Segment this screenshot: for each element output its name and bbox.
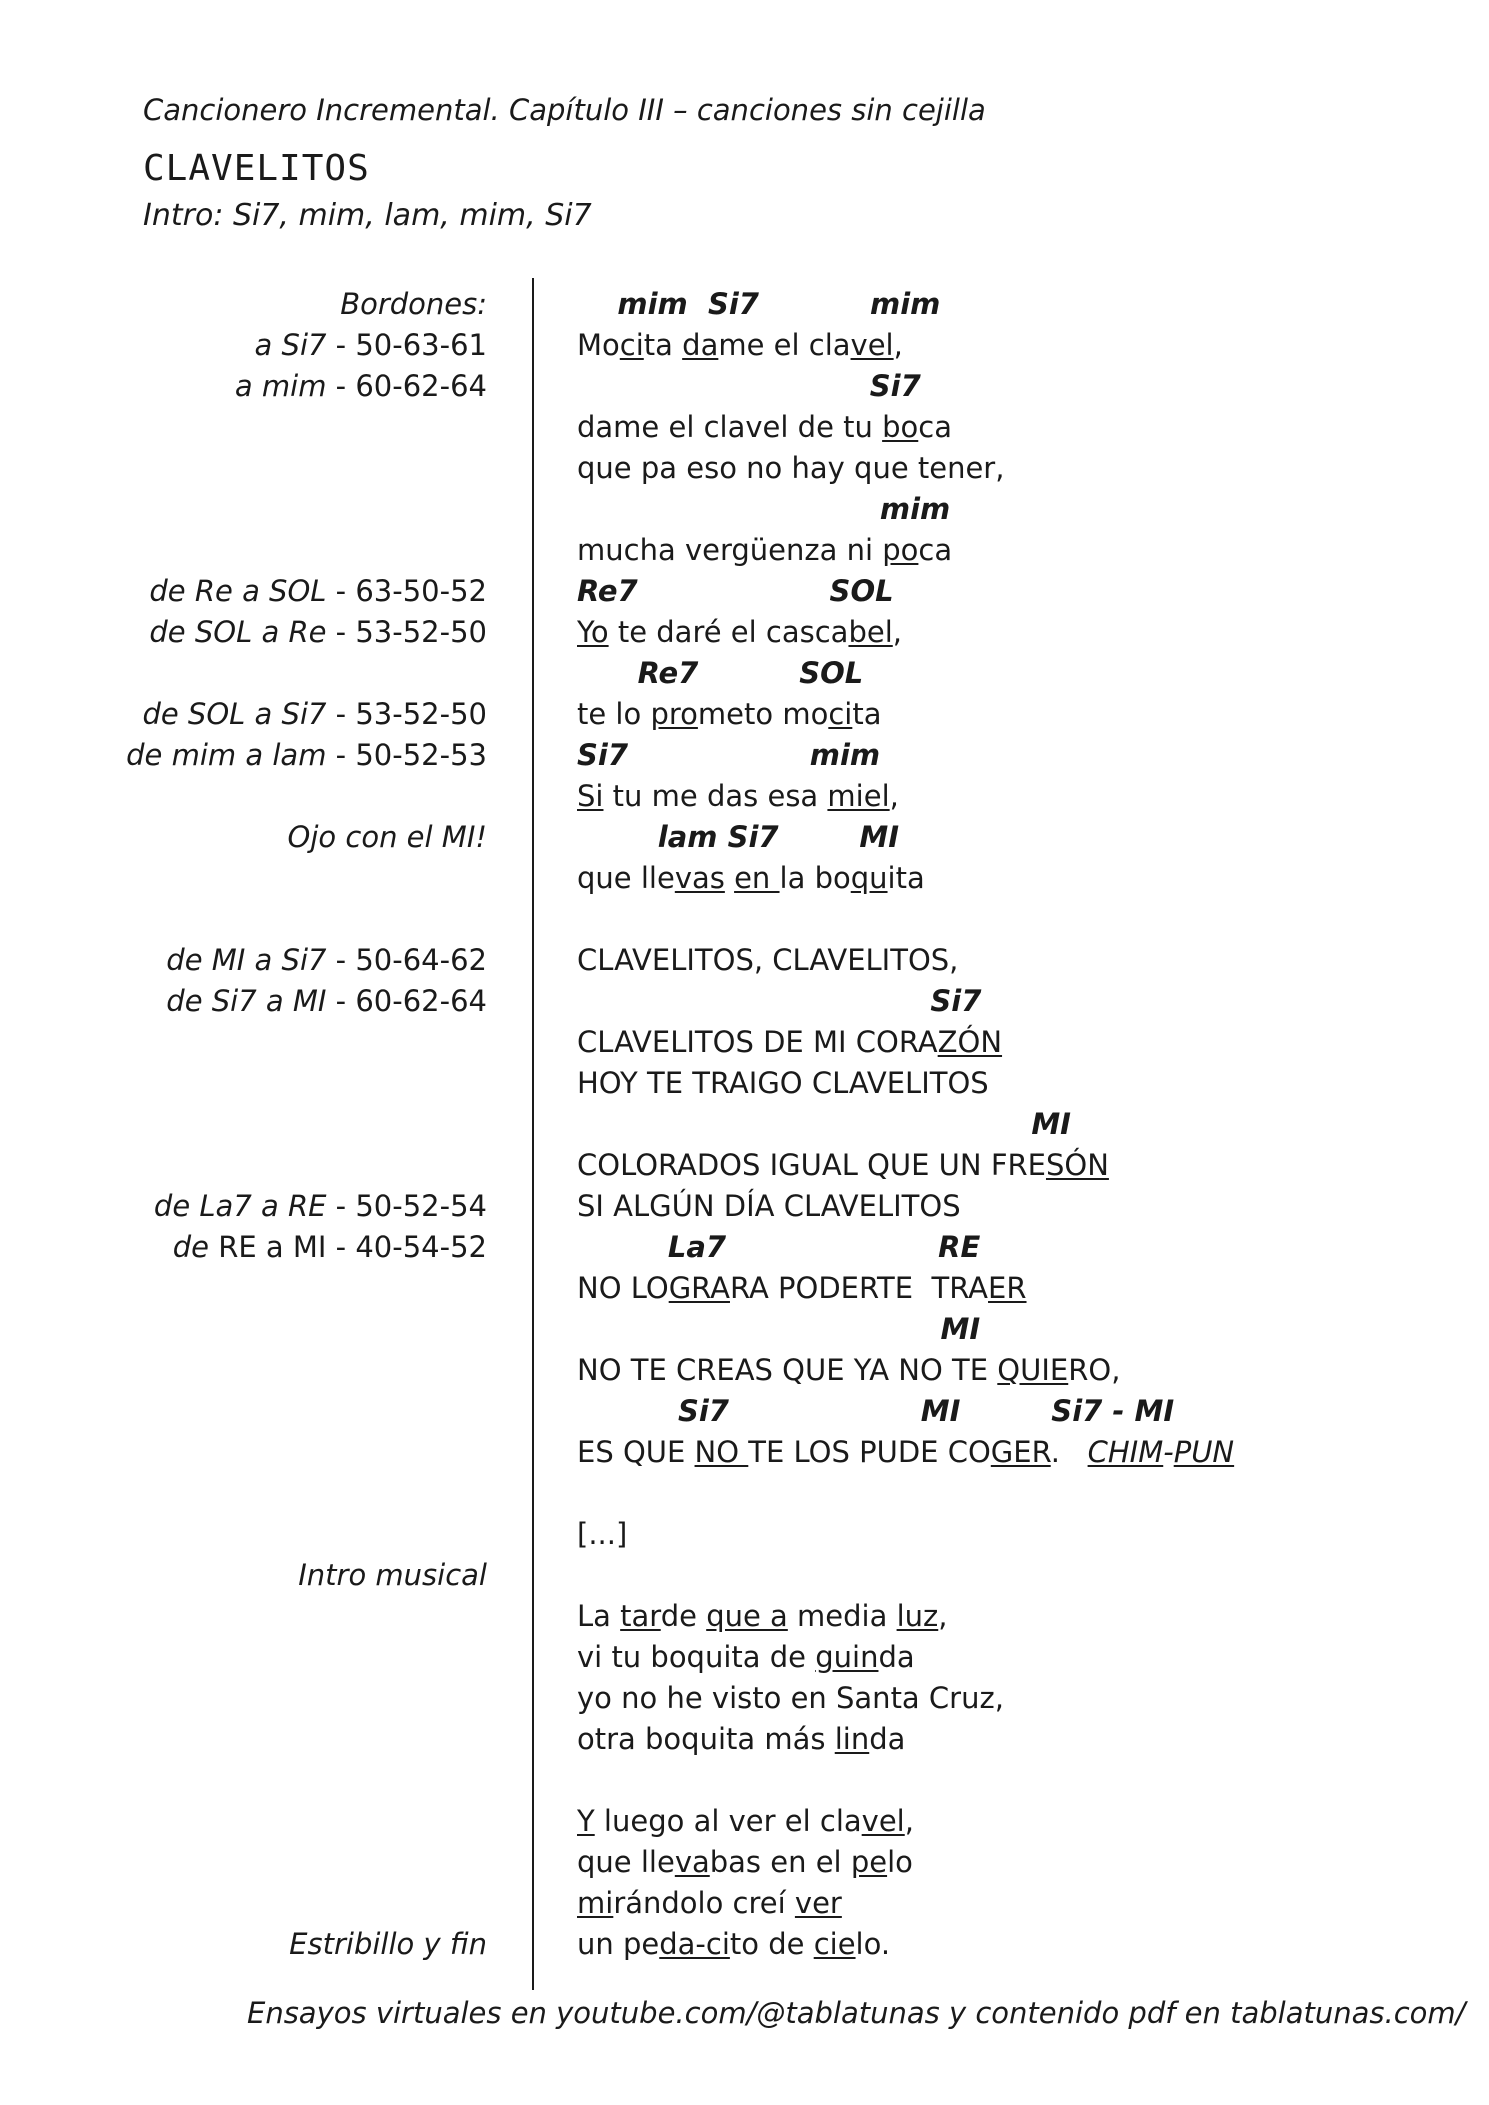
lyric-text: . [1050,1435,1088,1469]
stressed-syllable: GRA [668,1271,730,1305]
lyric-text [725,861,734,895]
stressed-syllable: lin [834,1722,870,1756]
chord-line: mim Si7 mim [577,287,941,321]
lyric-text: dame el clavel de tu [577,410,883,444]
lyric-text: la bo [779,861,851,895]
lyric-text: ca [918,410,952,444]
lyric-line [577,325,903,366]
lyric-text: HOY TE TRAIGO CLAVELITOS [577,1066,989,1100]
bass-note-text: - 60-62-64 [326,984,487,1018]
bass-note-text: RE a MI - 40-54-52 [208,1230,487,1264]
bass-note-text: - 60-62-64 [326,369,487,403]
lyric-line [577,1063,989,1104]
stressed-syllable: ver [794,1886,842,1920]
songbook-header: Cancionero Incremental. Capítulo III – canciones sin cejilla [143,93,986,127]
song-intro: Intro: Si7, mim, lam, mim, Si7 [143,198,592,233]
lyric-text: La [577,1599,621,1633]
lyric-text: que lle [577,1845,675,1879]
bass-note-text: - 53-52-50 [326,697,487,731]
bass-note-line [126,735,487,776]
lyric-text: un pe [577,1927,660,1961]
stressed-syllable: po [882,533,919,567]
lyric-text: RO, [1068,1353,1121,1387]
lyric-text: que pa eso no hay que tener, [577,451,1005,485]
lyric-text: que lle [577,861,675,895]
bass-note-text: - 50-52-53 [326,738,487,772]
chord-line: Si7 [577,369,921,403]
bass-note-line [235,366,487,407]
lyric-line [577,1186,961,1227]
lyric-text: , [904,1804,914,1838]
stressed-syllable: pe [850,1845,888,1879]
stressed-syllable: ZÓN [937,1025,1003,1059]
lyric-line [577,1432,1234,1473]
lyric-text: COLORADOS IGUAL QUE UN FRE [577,1148,1046,1182]
stressed-syllable: vel [850,328,894,362]
lyric-line [577,1883,842,1924]
bass-note-text: - 53-52-50 [326,615,487,649]
stressed-syllable: qu [850,861,888,895]
stressed-syllable: luz [896,1599,939,1633]
bass-note-text: de La7 a RE [153,1189,327,1223]
bass-note-line [298,1555,487,1596]
chord-line: La7 RE [577,1230,981,1264]
lyric-line [577,940,958,981]
lyric-text: , [893,328,903,362]
stressed-syllable: PUN [1173,1435,1235,1469]
stressed-syllable: bel [848,615,893,649]
bass-note-text: - 50-64-62 [326,943,487,977]
chord-line: MI [577,1107,1071,1141]
stressed-syllable: GER [990,1435,1051,1469]
chord-line: lam Si7 MI [577,820,900,854]
stressed-syllable: guin [815,1640,879,1674]
bass-note-line [154,1186,487,1227]
lyric-text: da [869,1722,906,1756]
stressed-syllable: da-ci [659,1927,730,1961]
chord-line: Si7 MI Si7 - MI [577,1394,1175,1428]
bass-note-line [149,571,487,612]
stressed-syllable: vel [861,1804,905,1838]
bass-note-text: Intro musical [298,1558,487,1592]
lyric-text: mucha vergüenza ni [577,533,883,567]
lyric-text: ta [643,328,683,362]
lyric-text: CLAVELITOS DE MI CORA [577,1025,938,1059]
lyric-line [577,1801,914,1842]
lyric-text: lo. [855,1927,891,1961]
bass-note-text: de MI a Si7 [166,943,327,977]
bass-note-text: de SOL a Re [149,615,327,649]
stressed-syllable: QUIE [997,1353,1069,1387]
chord-line: Si7 [577,984,982,1018]
bass-note-text: de SOL a Si7 [142,697,327,731]
stressed-syllable: que a [706,1599,788,1633]
lyric-text: ita [887,861,925,895]
stressed-syllable: mi [577,1886,614,1920]
lyric-text: te lo [577,697,651,731]
bass-note-text: Estribillo y fin [289,1927,487,1961]
chord-line: MI [577,1312,981,1346]
lyric-text: vi tu boquita de [577,1640,816,1674]
lyric-line [577,407,952,448]
lyric-text: meto mo [697,697,829,731]
lyric-line [577,1637,915,1678]
lyric-text: ta [852,697,882,731]
bass-note-text: - 50-63-61 [326,328,487,362]
bass-note-text: de mim a lam [126,738,327,772]
stressed-syllable: miel [827,779,890,813]
lyric-text: ca [918,533,953,567]
lyric-text: RA PODERTE TRA [729,1271,989,1305]
bass-note-text: a mim [234,369,327,403]
lyric-line [577,1145,1109,1186]
lyric-text: media [787,1599,897,1633]
stressed-syllable: Y [577,1804,595,1838]
lyric-text: yo no he visto en Santa Cruz, [577,1681,1004,1715]
stressed-syllable: Si [577,779,604,813]
lyric-text: to de [729,1927,814,1961]
lyric-line [577,858,925,899]
bass-note-text: - 63-50-52 [326,574,487,608]
stressed-syllable: Yo [577,615,609,649]
page-footer: Ensayos virtuales en youtube.com/@tablatunas y contenido pdf en tablatunas.com/ [247,1996,1466,2030]
stressed-syllable: NO [694,1435,749,1469]
lyric-text: rándolo creí [613,1886,795,1920]
lyric-line [577,1268,1027,1309]
lyric-line [577,1022,1002,1063]
lyric-line [577,1924,890,1965]
stressed-syllable: cie [813,1927,856,1961]
lyric-text: tu me das esa [603,779,828,813]
stressed-syllable: pro [650,697,698,731]
lyric-line [577,1719,905,1760]
lyric-text: Mo [577,328,620,362]
bass-note-line [166,940,487,981]
lyric-text: luego al ver el cla [594,1804,862,1838]
lyric-line [577,1678,1004,1719]
lyric-text: , [938,1599,948,1633]
lyric-text: lo [887,1845,913,1879]
lyric-text: ES QUE [577,1435,695,1469]
stressed-syllable: bo [882,410,919,444]
lyric-line [577,448,1004,489]
stressed-syllable: SÓN [1045,1148,1109,1182]
stressed-syllable: tar [620,1599,661,1633]
bass-note-text: - 50-52-54 [326,1189,487,1223]
lyric-text: NO TE CREAS QUE YA NO TE [577,1353,998,1387]
bass-note-line [288,817,487,858]
lyric-line [577,1596,947,1637]
lyric-text: bas en el [709,1845,851,1879]
lyric-text: , [892,615,902,649]
bass-note-text: de Re a SOL [149,574,327,608]
column-divider [532,278,534,1990]
stressed-syllable: ci [828,697,853,731]
chord-line: mim [577,492,951,526]
stressed-syllable: CHIM [1087,1435,1164,1469]
lyric-line [577,1514,627,1555]
chord-line: Si7 mim [577,738,881,772]
lyric-line [577,694,881,735]
lyric-line [577,530,952,571]
lyric-text: de [660,1599,707,1633]
stressed-syllable: ER [988,1271,1027,1305]
lyric-text: - [1163,1435,1174,1469]
bass-note-text: Ojo con el MI! [287,820,487,854]
bass-note-line [340,284,487,325]
lyric-text: TE LOS PUDE CO [748,1435,991,1469]
lyric-text: NO LO [577,1271,669,1305]
bass-note-text: Bordones: [340,287,487,321]
lyric-text: CLAVELITOS, CLAVELITOS, [577,943,959,977]
stressed-syllable: va [674,1845,710,1879]
lyric-line [577,612,902,653]
lyric-text: , [889,779,899,813]
lyric-text: otra boquita más [577,1722,835,1756]
lyric-text: me el cla [718,328,851,362]
lyric-line [577,776,899,817]
lyric-text: da [878,1640,915,1674]
bass-note-text: a Si7 [254,328,327,362]
bass-note-line [166,981,487,1022]
chord-line: Re7 SOL [577,574,894,608]
song-title: CLAVELITOS [143,148,370,189]
stressed-syllable: ci [619,328,644,362]
lyric-text: SI ALGÚN DÍA CLAVELITOS [577,1189,961,1223]
stressed-syllable: en [734,861,780,895]
bass-note-line [173,1227,487,1268]
lyric-text: [...] [577,1517,628,1551]
lyric-text: te daré el casca [608,615,849,649]
bass-note-line [142,694,487,735]
chord-line: Re7 SOL [577,656,864,690]
bass-note-line [289,1924,487,1965]
bass-note-line [255,325,487,366]
bass-note-line [149,612,487,653]
lyric-line [577,1350,1120,1391]
bass-note-text: de Si7 a MI [166,984,327,1018]
stressed-syllable: vas [674,861,725,895]
stressed-syllable: da [682,328,719,362]
bass-note-text: de [172,1230,209,1264]
lyric-line [577,1842,913,1883]
